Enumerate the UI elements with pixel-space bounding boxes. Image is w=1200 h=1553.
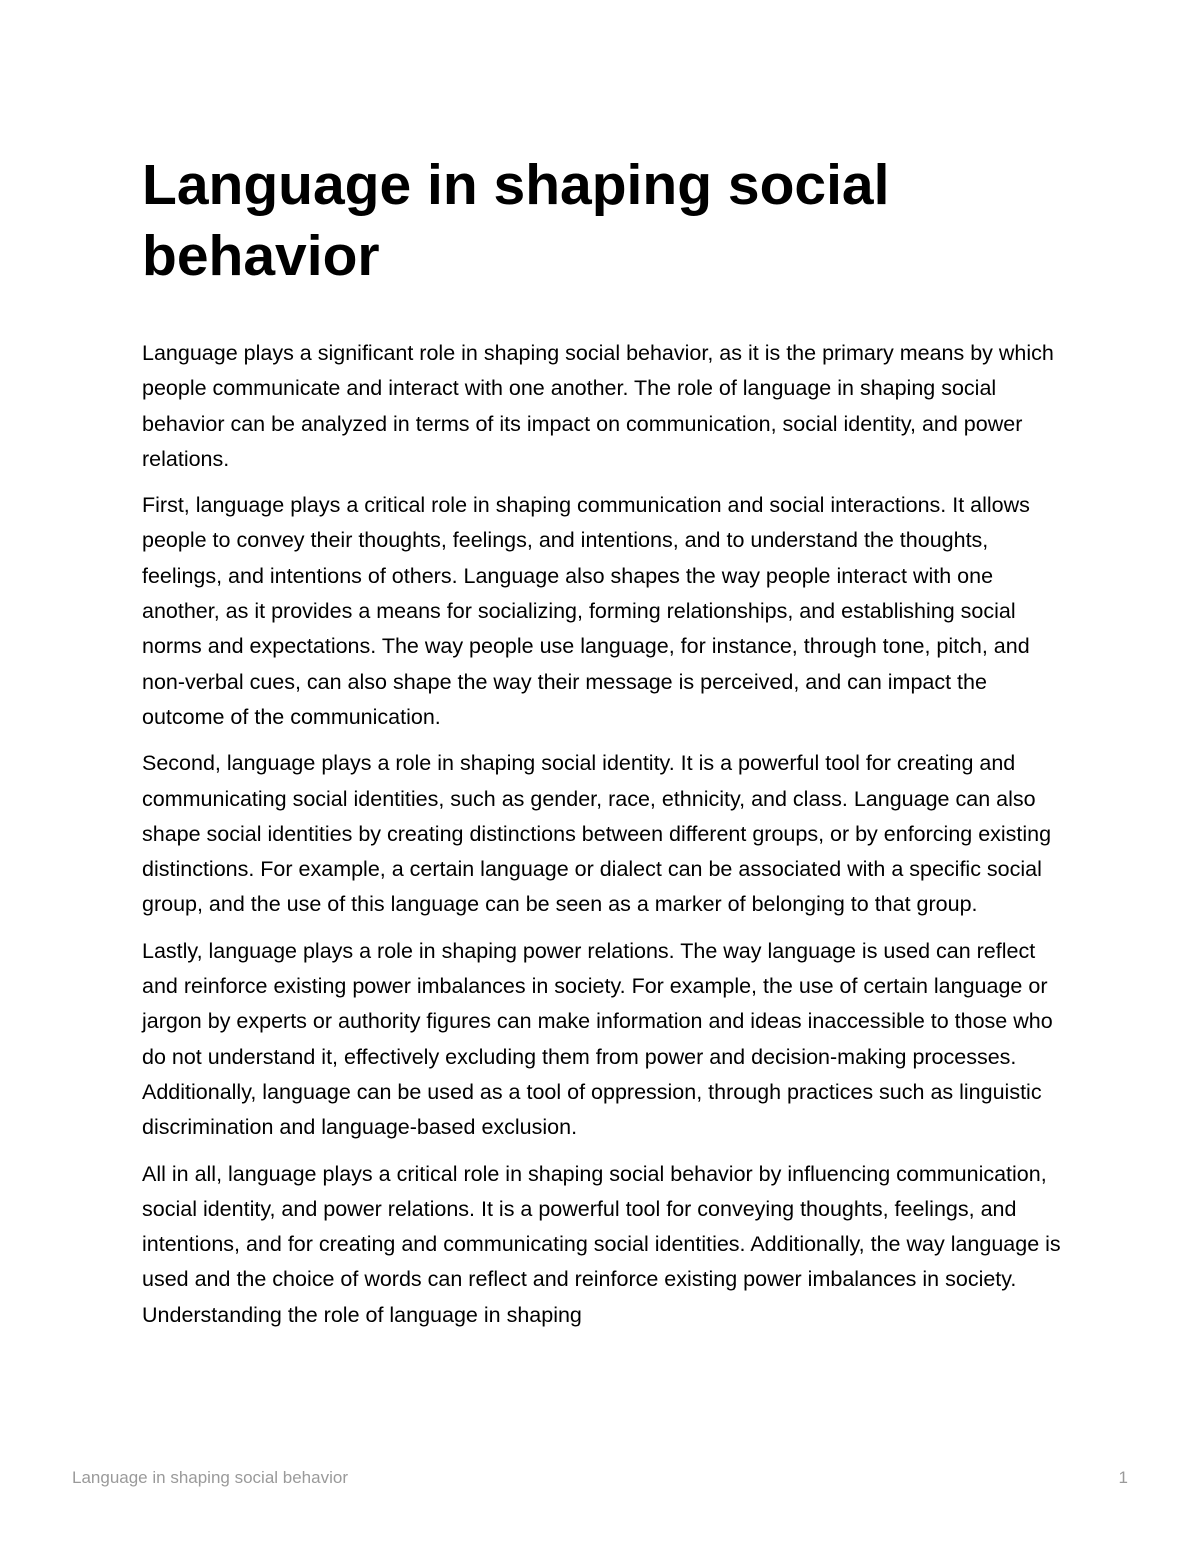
page-content [142, 150, 1062, 1344]
paragraph-communication: First, language plays a critical role in shaping communication and social interactions. It allows people to convey their thoughts, feelings, and intentions, and to understand the thoughts, feelings, and intentions of others. Language also shapes the way people interact with one another, as it provides a means for socializing, forming relationships, and establishing social norms and expectations. The way people use language, for instance, through tone, pitch, and non-verbal cues, can also shape the way their message is perceived, and can impact the outcome of the communication. [142, 493, 1030, 729]
paragraph-conclusion: All in all, language plays a critical role in shaping social behavior by influencing communication, social identity, and power relations. It is a powerful tool for conveying thoughts, feelings, and intentions, and for creating and communicating social identities. Additionally, the way language is used and the choice of words can reflect and reinforce existing power imbalances in society. Understanding the role of language in shaping [142, 1161, 1061, 1327]
paragraph-power-relations: Lastly, language plays a role in shaping power relations. The way language is used can reflect and reinforce existing power imbalances in society. For example, the use of certain language or jargon by experts or authority figures can make information and ideas inaccessible to those who do not understand it, effectively excluding them from power and decision-making processes. Additionally, language can be used as a tool of oppression, through practices such as linguistic discrimination and language-based exclusion. [142, 938, 1053, 1140]
page-title: Language in shaping social behavior [142, 153, 890, 288]
page-number: 1 [1118, 1468, 1128, 1487]
page-footer [72, 1466, 1128, 1490]
paragraph-social-identity: Second, language plays a role in shaping social identity. It is a powerful tool for creating and communicating social identities, such as gender, race, ethnicity, and class. Language can also shape social identities by creating distinctions between different groups, or by enforcing existing distinctions. For example, a certain language or dialect can be associated with a specific social group, and the use of this language can be seen as a marker of belonging to that group. [142, 751, 1052, 917]
footer-title: Language in shaping social behavior [72, 1468, 348, 1487]
paragraph-intro: Language plays a significant role in shaping social behavior, as it is the primary means by which people communicate and interact with one another. The role of language in shaping social behavior can be analyzed in terms of its impact on communication, social identity, and power relations. [142, 341, 1054, 471]
